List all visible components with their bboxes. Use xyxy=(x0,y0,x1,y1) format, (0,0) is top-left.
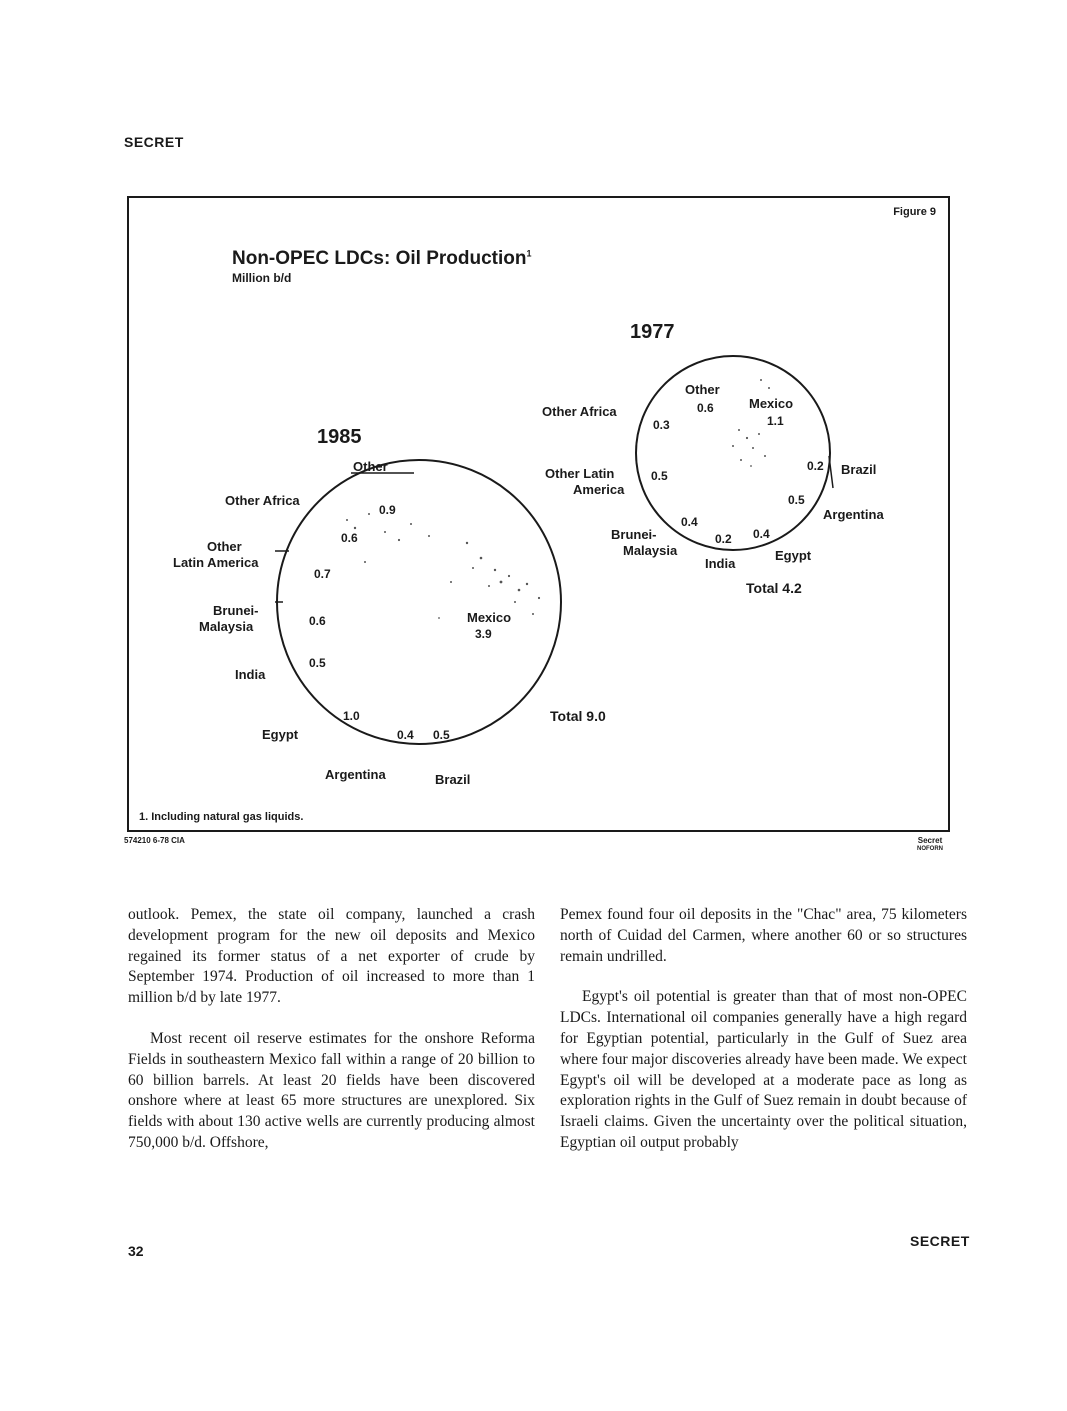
chart-1977-leader-brazil xyxy=(829,456,833,488)
chart-1985-india-label: India xyxy=(235,667,266,682)
page-number: 32 xyxy=(128,1243,144,1259)
chart-1977-mexico-value: 1.1 xyxy=(767,414,784,428)
chart-1985-egypt-label: Egypt xyxy=(262,727,299,742)
figure-code: 574210 6-78 CIA xyxy=(124,836,185,845)
figure-noforn-text: NOFORN xyxy=(917,846,943,852)
figure-title-text: Non-OPEC LDCs: Oil Production xyxy=(232,248,527,269)
chart-1985-other-africa-label: Other Africa xyxy=(225,493,300,508)
figure-label: Figure 9 xyxy=(893,206,936,218)
chart-1977-brunei-label-2: Malaysia xyxy=(623,543,678,558)
chart-1977-argentina-value: 0.5 xyxy=(788,493,805,507)
chart-1977-brazil-value: 0.2 xyxy=(807,459,824,473)
chart-1977-other-africa-label: Other Africa xyxy=(542,404,617,419)
pie-charts xyxy=(129,198,948,830)
chart-1977-india-label: India xyxy=(705,556,736,571)
chart-1977-total: Total 4.2 xyxy=(746,580,802,596)
right-column xyxy=(560,905,967,1174)
chart-1985-brazil-label: Brazil xyxy=(435,772,471,787)
figure-title-footnote-mark: 1 xyxy=(526,248,532,259)
chart-1977-other-latin-label-2: America xyxy=(573,482,625,497)
chart-1985-other-label: Other xyxy=(353,459,388,474)
chart-1985-other-latin-value: 0.7 xyxy=(314,567,331,581)
chart-1985-mexico-value: 3.9 xyxy=(475,627,492,641)
chart-1977-brunei-label-1: Brunei- xyxy=(611,527,657,542)
chart-1985-mexico-label: Mexico xyxy=(467,610,512,625)
left-column xyxy=(128,905,535,1174)
chart-1985-india-value: 0.5 xyxy=(309,656,326,670)
header-classification: SECRET xyxy=(124,134,184,150)
figure-footnote: 1. Including natural gas liquids. xyxy=(139,811,304,823)
chart-1985-circle xyxy=(277,460,561,744)
chart-1977-other-label: Other xyxy=(685,382,720,397)
chart-1985-argentina-value: 0.4 xyxy=(397,728,414,742)
chart-1977-title: 1977 xyxy=(630,321,675,343)
chart-1985-brazil-value: 0.5 xyxy=(433,728,450,742)
chart-1985-other-latin-label-2: Latin America xyxy=(173,555,259,570)
left-paragraph: Most recent oil reserve estimates for the onshore Reforma Fields in southeastern Mexico fall within a range of 20 billion to 60 billion barrels. At least 20 fields have been discovered onshore where at least 65 more structures are unexplored. Six fields with about 130 active wells are currently producing almost 750,000 b/d. Offshore, xyxy=(128,1029,535,1151)
chart-1985-argentina-label: Argentina xyxy=(325,767,386,782)
chart-1977-egypt-label: Egypt xyxy=(775,548,812,563)
chart-1977-other-latin-label-1: Other Latin xyxy=(545,466,615,481)
chart-1985-brunei-label-1: Brunei- xyxy=(213,603,259,618)
chart-1977-brazil-label: Brazil xyxy=(841,462,877,477)
chart-1977-other-latin-value: 0.5 xyxy=(651,469,668,483)
footer-classification: SECRET xyxy=(910,1233,970,1249)
chart-1977-egypt-value: 0.4 xyxy=(753,527,770,541)
chart-1985-texture xyxy=(346,513,540,619)
chart-1985-other-value: 0.9 xyxy=(379,503,396,517)
chart-1985-brunei-label-2: Malaysia xyxy=(199,619,254,634)
chart-1977-other-africa-value: 0.3 xyxy=(653,418,670,432)
left-paragraph: outlook. Pemex, the state oil company, launched a crash development program for the new oil deposits and Mexico regained its former status of a net exporter of crude by September 1974. Production of oil increased to more than 1 million b/d by late 1977. xyxy=(128,906,535,1007)
figure-frame xyxy=(127,196,950,832)
chart-1977-circle xyxy=(636,356,830,550)
chart-1977-india-value: 0.2 xyxy=(715,532,732,546)
chart-1977-brunei-value: 0.4 xyxy=(681,515,698,529)
figure-units: Million b/d xyxy=(232,271,292,285)
right-paragraph: Egypt's oil potential is greater than that of most non-OPEC LDCs. International oil companies generally have a high regard for Egyptian potential, particularly in the Gulf of Suez area where four major discoveries already have been made. We expect Egypt's oil will be developed at a moderate pace as long as exploration rights in the Gulf of Suez remain in doubt because of Israeli claims. Given the uncertainty over the political situation, Egyptian oil output probably xyxy=(560,988,967,1151)
chart-1985-title: 1985 xyxy=(317,426,362,448)
chart-1977-argentina-label: Argentina xyxy=(823,507,884,522)
chart-1977-other-value: 0.6 xyxy=(697,401,714,415)
chart-1985-other-latin-label-1: Other xyxy=(207,539,242,554)
chart-1985-brunei-value: 0.6 xyxy=(309,614,326,628)
chart-1985-total: Total 9.0 xyxy=(550,708,606,724)
chart-1985-egypt-value: 1.0 xyxy=(343,709,360,723)
right-paragraph: Pemex found four oil deposits in the "Chac" area, 75 kilometers north of Cuidad del Carmen, where another 60 or so structures remain undrilled. xyxy=(560,906,967,965)
chart-1977-mexico-label: Mexico xyxy=(749,396,794,411)
figure-secret-mark xyxy=(917,836,943,854)
chart-1985-other-africa-value: 0.6 xyxy=(341,531,358,545)
chart-1977-texture xyxy=(732,379,770,467)
figure-secret-text: Secret xyxy=(917,836,943,845)
